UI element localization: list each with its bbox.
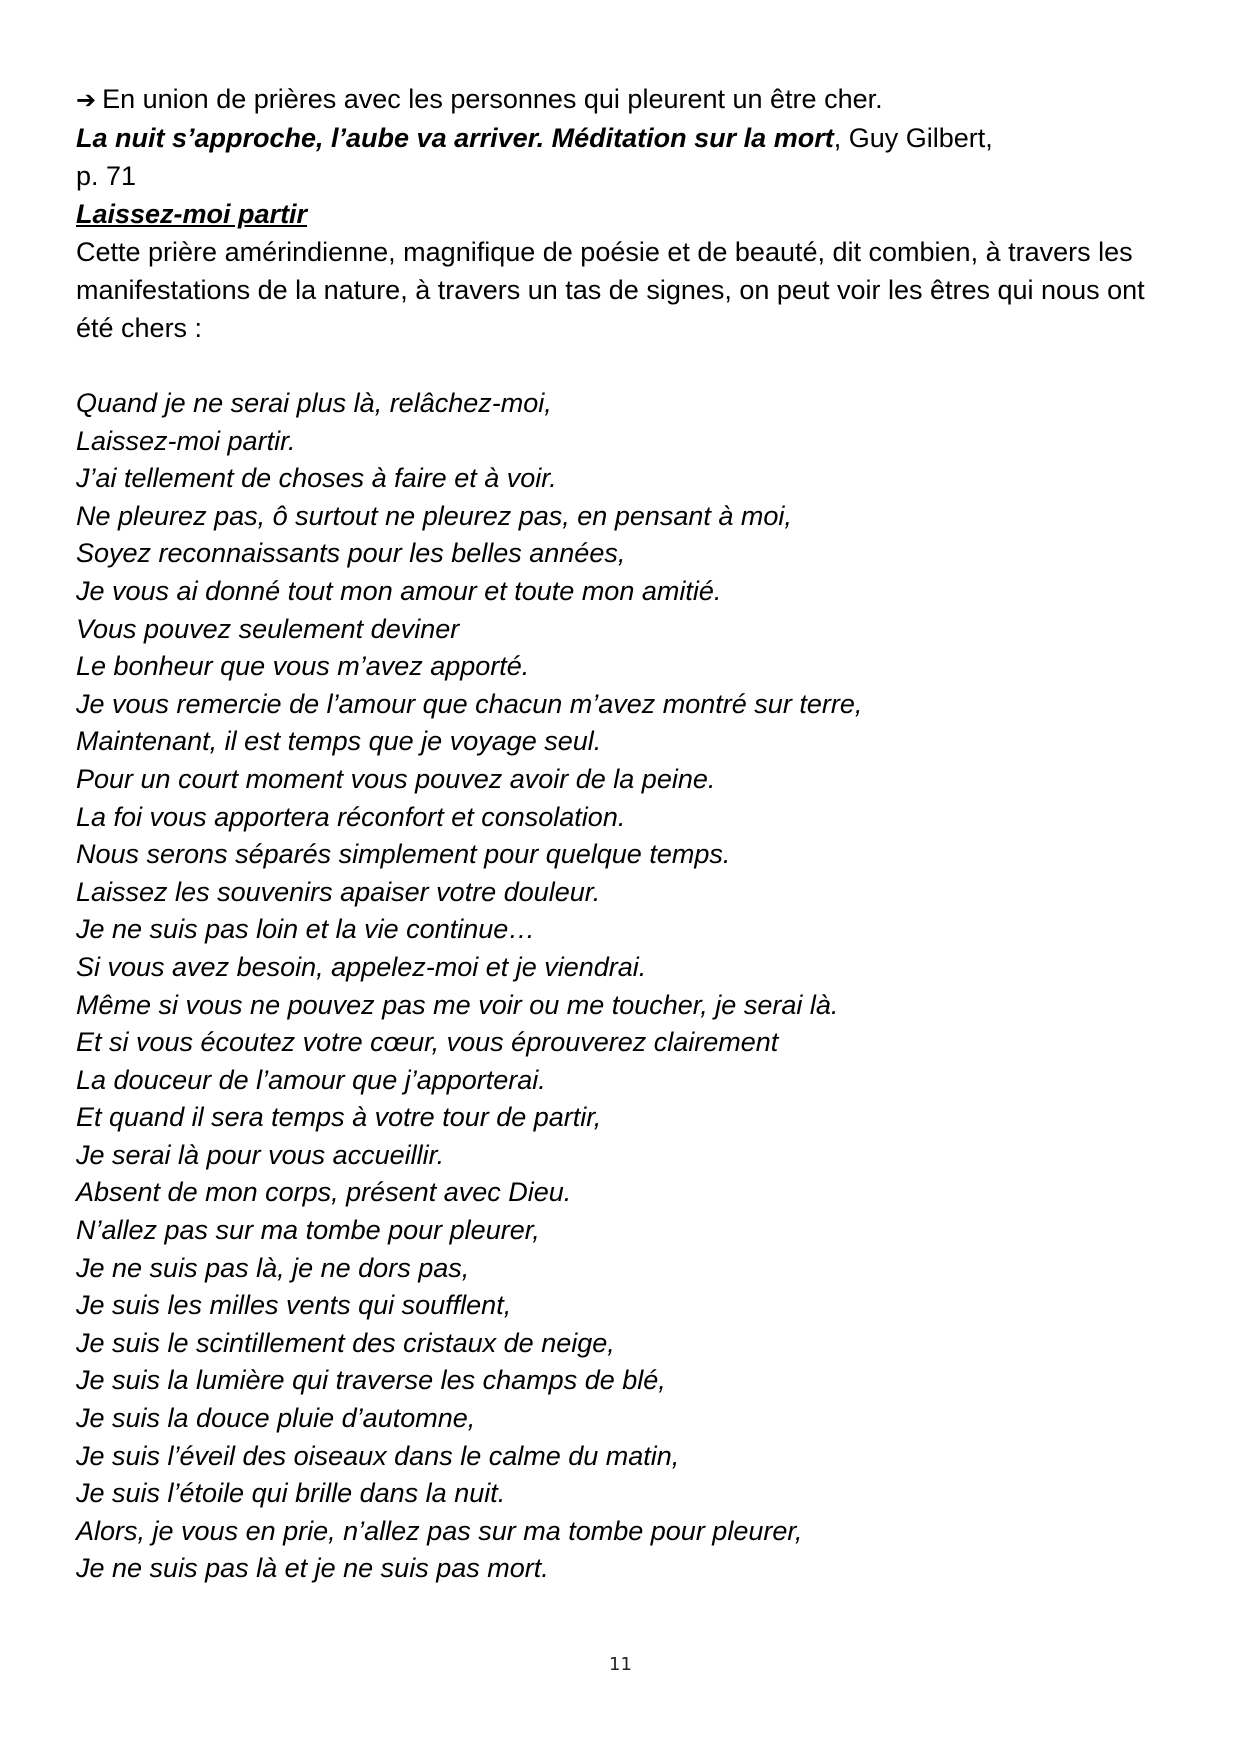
poem-line: Je vous remercie de l’amour que chacun m’avez montré sur terre, bbox=[76, 688, 863, 719]
page-content bbox=[76, 80, 1186, 1588]
poem-line: Je ne suis pas là, je ne dors pas, bbox=[76, 1252, 470, 1283]
poem-line: Je suis la douce pluie d’automne, bbox=[76, 1403, 476, 1434]
poem-line: Je suis la lumière qui traverse les champs de blé, bbox=[76, 1365, 666, 1396]
poem-line: N’allez pas sur ma tombe pour pleurer, bbox=[76, 1215, 540, 1246]
book-page-reference: p. 71 bbox=[76, 161, 137, 191]
poem-line: Laissez-moi partir. bbox=[76, 425, 296, 456]
poem-line: Laissez les souvenirs apaiser votre douleur. bbox=[76, 876, 601, 907]
poem-line: Le bonheur que vous m’avez apporté. bbox=[76, 651, 530, 682]
poem-line: Maintenant, il est temps que je voyage seul. bbox=[76, 726, 602, 757]
intro-line bbox=[76, 80, 1186, 119]
poem-line: Je ne suis pas loin et la vie continue… bbox=[76, 914, 536, 945]
poem-line: Et quand il sera temps à votre tour de partir, bbox=[76, 1102, 602, 1133]
poem-line: Même si vous ne pouvez pas me voir ou me toucher, je serai là. bbox=[76, 989, 839, 1020]
intro-line-text: En union de prières avec les personnes qui pleurent un être cher. bbox=[102, 84, 883, 114]
poem-line: Vous pouvez seulement deviner bbox=[76, 613, 460, 644]
arrow-right-icon: ➔ bbox=[76, 86, 97, 114]
poem-line: Je vous ai donné tout mon amour et toute mon amitié. bbox=[76, 575, 722, 606]
poem-line: La douceur de l’amour que j’apporterai. bbox=[76, 1064, 546, 1095]
poem-line: Et si vous écoutez votre cœur, vous éprouverez clairement bbox=[76, 1027, 779, 1058]
poem-line: Si vous avez besoin, appelez-moi et je viendrai. bbox=[76, 951, 647, 982]
source-reference bbox=[76, 119, 1186, 157]
book-author: , Guy Gilbert, bbox=[833, 123, 993, 153]
section-introduction: Cette prière amérindienne, magnifique de poésie et de beauté, dit combien, à travers les manifestations de la nature, à travers un tas de signes, on peut voir les êtres qui nous ont été chers : bbox=[76, 237, 1145, 343]
poem-line: Je serai là pour vous accueillir. bbox=[76, 1139, 445, 1170]
page-number: 11 bbox=[609, 1654, 632, 1675]
book-title: La nuit s’approche, l’aube va arriver. Méditation sur la mort bbox=[76, 123, 834, 153]
poem-line: Nous serons séparés simplement pour quelque temps. bbox=[76, 839, 731, 870]
poem-line: Je suis les milles vents qui soufflent, bbox=[76, 1290, 512, 1321]
poem-line: La foi vous apportera réconfort et consolation. bbox=[76, 801, 626, 832]
poem-line: Quand je ne serai plus là, relâchez-moi, bbox=[76, 388, 552, 418]
poem-line: Pour un court moment vous pouvez avoir de la peine. bbox=[76, 763, 716, 794]
poem bbox=[76, 385, 1186, 1588]
poem-line: Absent de mon corps, présent avec Dieu. bbox=[76, 1177, 572, 1208]
poem-line: Je suis l’étoile qui brille dans la nuit. bbox=[76, 1478, 506, 1509]
poem-line: Alors, je vous en prie, n’allez pas sur ma tombe pour pleurer, bbox=[76, 1515, 803, 1546]
poem-line: Je ne suis pas là et je ne suis pas mort. bbox=[76, 1553, 549, 1584]
section-title: Laissez-moi partir bbox=[76, 199, 308, 229]
poem-line: Ne pleurez pas, ô surtout ne pleurez pas, en pensant à moi, bbox=[76, 500, 792, 531]
poem-line: Je suis le scintillement des cristaux de neige, bbox=[76, 1327, 615, 1358]
poem-line: Soyez reconnaissants pour les belles années, bbox=[76, 538, 626, 569]
poem-line: Je suis l’éveil des oiseaux dans le calme du matin, bbox=[76, 1440, 680, 1471]
poem-line: J’ai tellement de choses à faire et à voir. bbox=[76, 463, 557, 494]
